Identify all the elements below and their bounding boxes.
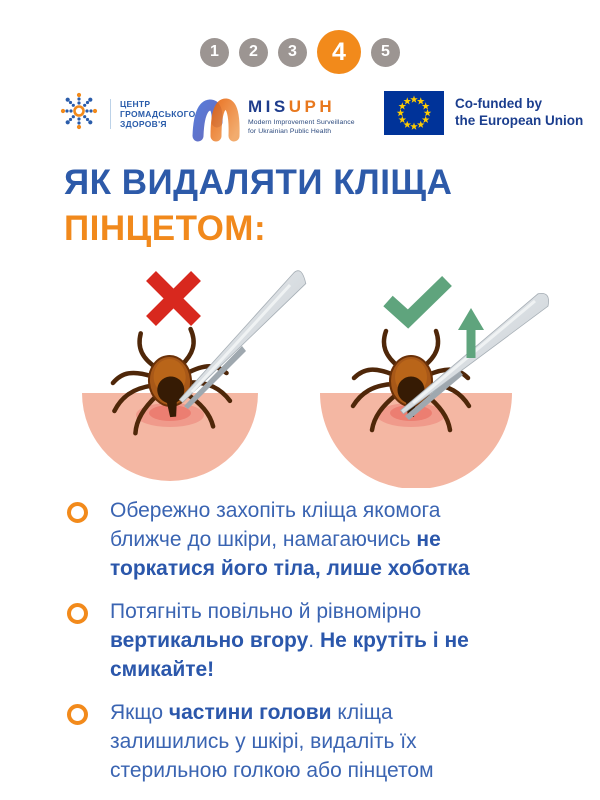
step-dot-1[interactable]: 1 [200,38,229,67]
x-mark-icon [151,276,196,321]
phc-logo-line: ЦЕНТР [120,98,151,109]
misuph-logo [192,92,355,147]
tweezers-icon [179,271,305,409]
title-line-1: ЯК ВИДАЛЯТИ КЛІЩА [64,163,453,202]
phc-logo [58,90,196,137]
list-item [67,698,501,785]
list-item [67,597,501,684]
instruction-text: Обережно захопіть кліща якомога ближче до шкіри, намагаючись не торкатися його тіла, лише хоботка [110,499,470,580]
bullet-icon [67,502,88,523]
illustration-correct [305,260,565,488]
instruction-text: Потягніть повільно й рівномірно вертикально вгору. Не крутіть і не смикайте! [110,600,469,681]
eu-label: Co-funded by the European Union [455,96,584,128]
phc-logo-text [110,99,196,129]
step-dot-3[interactable]: 3 [278,38,307,67]
step-dot-2[interactable]: 2 [239,38,268,67]
misuph-wordmark: MISUPH [248,97,336,116]
misuph-mark-icon [192,92,240,147]
instructions-list [67,496,501,785]
phc-dots-icon [58,90,100,137]
instruction-text: Якщо частини голови кліща залишились у шкірі, видаліть їх стерильною голкою або пінцетом [110,701,434,782]
bullet-icon [67,603,88,624]
phc-logo-line: ЗДОРОВ'Я [120,118,167,129]
illustration-wrong [50,260,310,488]
title-line-2: ПІНЦЕТОМ: [64,209,267,248]
misuph-tagline: Modern Improvement Surveillance for Ukrainian Public Health [248,119,355,135]
list-item [67,496,501,583]
bullet-icon [67,704,88,725]
page-title [64,160,452,252]
eu-logo [384,91,583,135]
step-dot-5[interactable]: 5 [371,38,400,67]
check-icon [388,281,447,319]
step-dot-4[interactable]: 4 [317,30,361,74]
phc-logo-line: ГРОМАДСЬКОГО [120,108,196,119]
step-pagination [0,30,600,74]
eu-flag-icon [384,91,444,135]
misuph-logo-text [248,92,355,136]
